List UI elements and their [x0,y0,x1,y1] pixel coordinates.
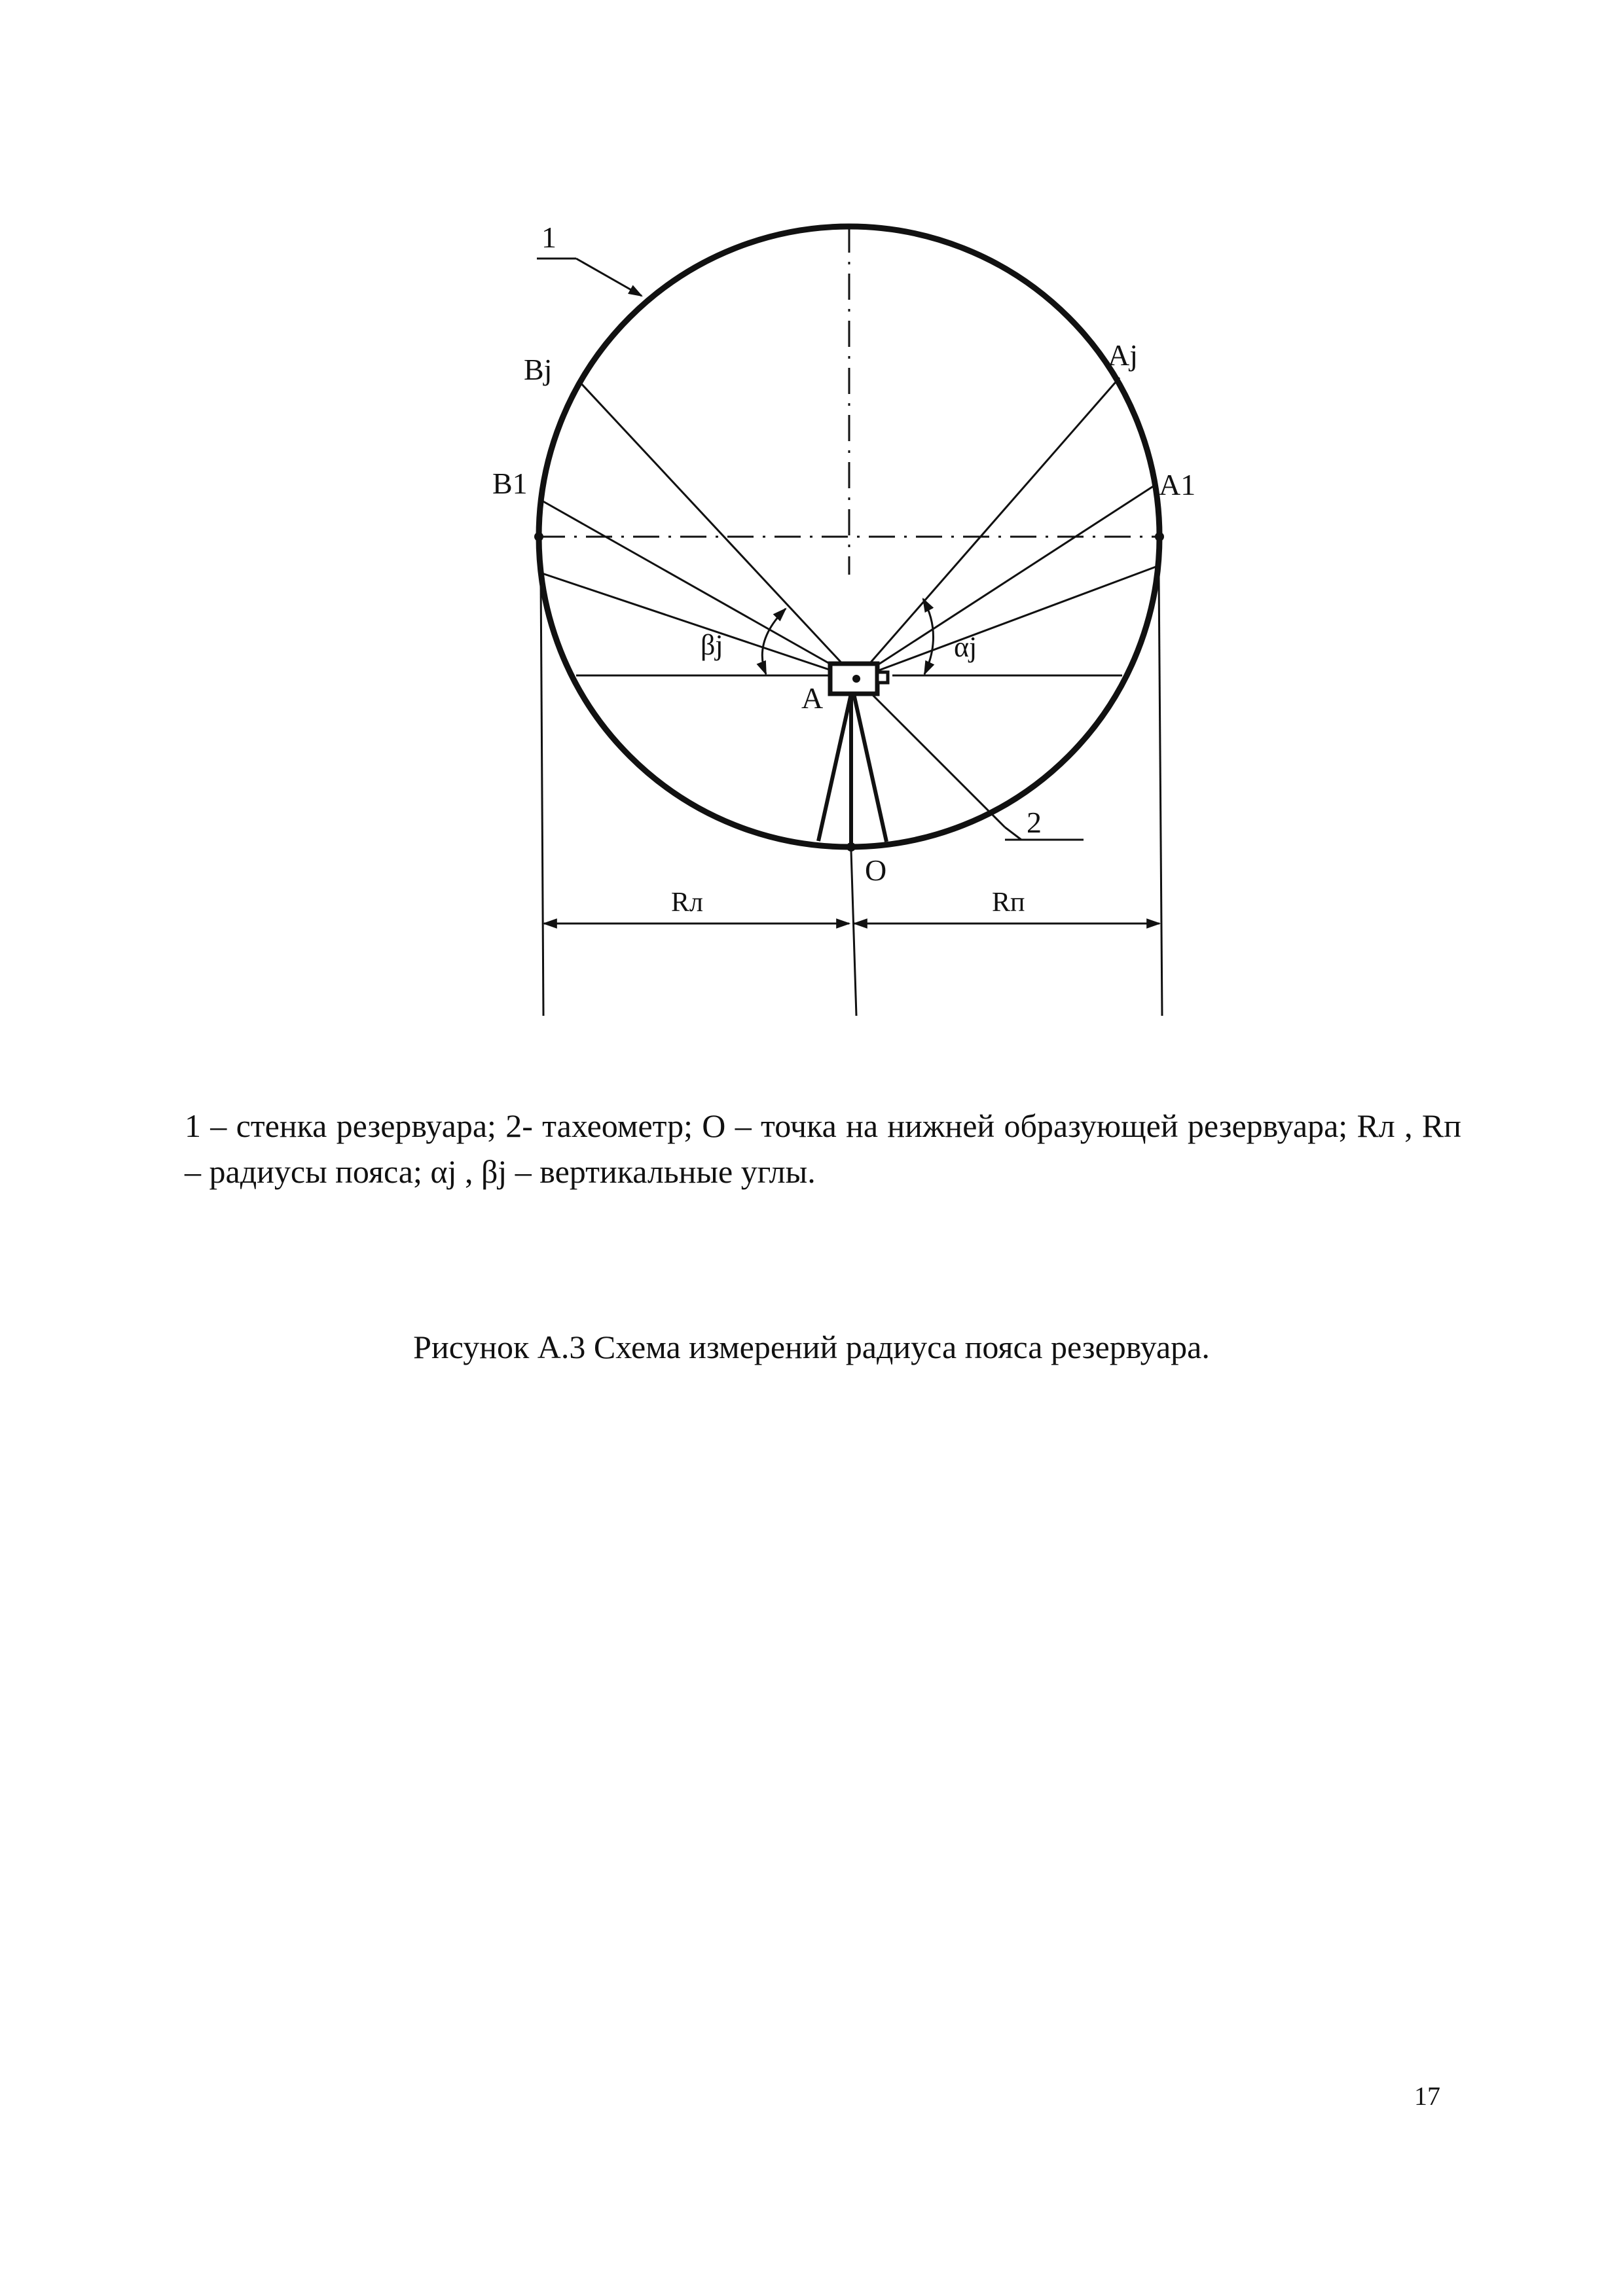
callout-2-leader [1005,827,1021,840]
label-radius-left: Rл [671,888,703,918]
page-number: 17 [1414,2081,1440,2111]
extension-line-center [851,851,856,1016]
label-point-a: A [801,681,824,715]
tripod [818,694,886,846]
sight-line-a1-lower [856,566,1158,679]
label-point-aj: Aj [1108,338,1138,372]
point-o-marker [847,842,856,852]
tachymeter-eyepiece [877,672,888,683]
tachymeter [830,664,888,694]
label-point-a1: A1 [1159,468,1196,501]
extension-line-left [541,576,543,1016]
point-a1-marker [1155,532,1164,541]
angle-alpha-arc [923,599,934,674]
callout-1-leader [576,259,642,296]
sight-line-aj [856,378,1120,679]
label-wall-callout: 1 [541,221,556,254]
label-point-b1: B1 [492,467,528,500]
sight-line-a1-upper [856,484,1156,679]
label-radius-right: Rп [992,888,1025,918]
label-tachymeter-callout: 2 [1027,806,1042,839]
extension-line-right [1159,576,1162,1016]
tank-measurement-diagram [0,0,1623,1047]
figure-legend: 1 – стенка резервуара; 2- тахеометр; О – точка на нижней образующей резервуара; Rл , Rп – радиусы пояса; αj , βj – вертикальные углы. [185,1107,1461,1190]
tachymeter-center-point [852,675,860,683]
figure-caption: Рисунок А.3 Схема измерений радиуса пояса резервуара. [413,1329,1210,1365]
label-point-o: O [865,853,887,887]
label-point-bj: Bj [524,353,553,386]
label-angle-beta: βj [701,629,723,661]
angle-beta-arc [762,609,786,674]
label-angle-alpha: αj [954,631,977,663]
point-b1-marker [534,532,543,541]
